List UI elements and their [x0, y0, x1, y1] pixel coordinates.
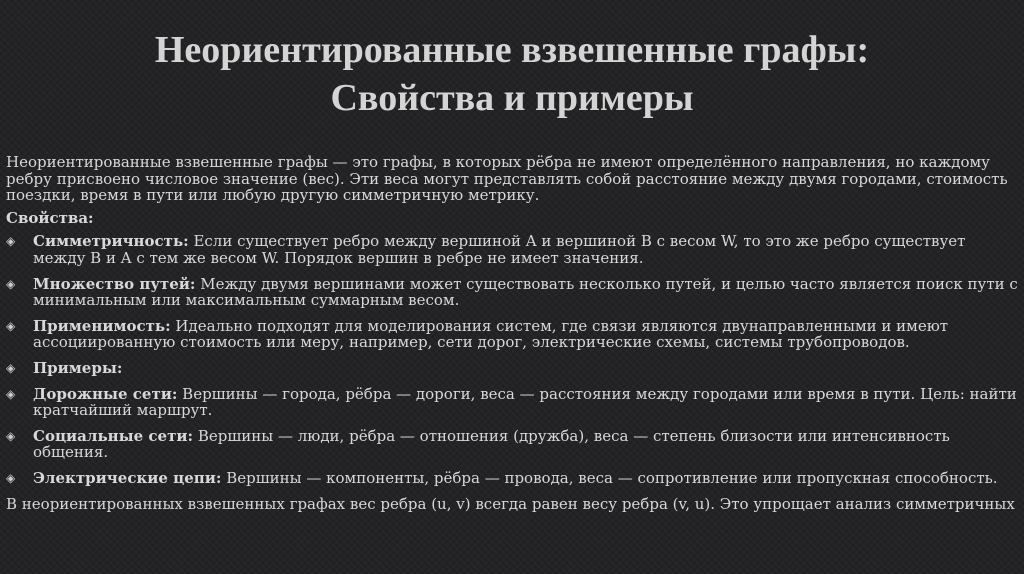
diamond-bullet-icon: ◈ [6, 276, 16, 291]
bullet-term: Электрические цепи: [33, 468, 222, 487]
closing-paragraph: В неориентированных взвешенных графах вес ребра (u, v) всегда равен весу ребра (v, u). Это упрощает анализ симметричных [6, 494, 1015, 513]
bullet-text: Вершины — компоненты, рёбра — провода, веса — сопротивление или пропускная способность. [221, 468, 998, 487]
slide-title-line-1: Неориентированные взвешенные графы: [154, 29, 870, 71]
bullet-list [6, 233, 1018, 486]
intro-paragraph: Неориентированные взвешенные графы — это графы, в которых рёбра не имеют определённого направления, но каждому ребру присвоено числовое значение (вес). Эти веса могут представлять собой расстояние между двумя городами, стоимость поездки, время в пути или любую другую симметричную метрику. [6, 153, 1008, 205]
bullet-term: Применимость: [33, 316, 171, 335]
list-item-applicability [6, 318, 1018, 351]
diamond-bullet-icon: ◈ [6, 428, 16, 443]
slide-body [6, 154, 1018, 518]
properties-heading: Свойства: [6, 208, 94, 227]
list-item-electric-circuits [6, 470, 1018, 487]
bullet-term: Симметричность: [33, 232, 189, 251]
slide-title-line-2: Свойства и примеры [330, 77, 694, 119]
list-item-examples [6, 360, 1018, 377]
bullet-text: Идеально подходят для моделирования систем, где связи являются двунаправленными и имеют ассоциированную стоимость или меру, например, сети дорог, электрические схемы, системы трубопроводов. [33, 316, 949, 352]
diamond-bullet-icon: ◈ [6, 360, 16, 375]
bullet-text: Если существует ребро между вершиной A и вершиной B с весом W, то это же ребро существует между B и A с тем же весом W. Порядок вершин в ребре не имеет значения. [33, 232, 966, 267]
diamond-bullet-icon: ◈ [6, 470, 16, 485]
list-item-social-networks [6, 428, 1018, 461]
list-item-road-networks [6, 386, 1018, 419]
bullet-text: Вершины — города, рёбра — дороги, веса — расстояния между городами или время в пути. Цель: найти кратчайший маршрут. [33, 384, 1017, 420]
diamond-bullet-icon: ◈ [6, 386, 16, 401]
diamond-bullet-icon: ◈ [6, 234, 16, 249]
bullet-term: Социальные сети: [33, 426, 194, 445]
bullet-text: Между двумя вершинами может существовать несколько путей, и целью часто является поиск пути с минимальным или максимальным суммарным весом. [33, 274, 1018, 310]
bullet-term: Множество путей: [33, 274, 196, 293]
bullet-term: Примеры: [33, 358, 123, 377]
list-item-paths [6, 276, 1018, 309]
diamond-bullet-icon: ◈ [6, 318, 16, 333]
slide-title [20, 26, 1004, 122]
bullet-term: Дорожные сети: [33, 384, 178, 403]
list-item-symmetry [6, 233, 1018, 266]
bullet-text: Вершины — люди, рёбра — отношения (дружба), веса — степень близости или интенсивность общения. [33, 426, 950, 462]
